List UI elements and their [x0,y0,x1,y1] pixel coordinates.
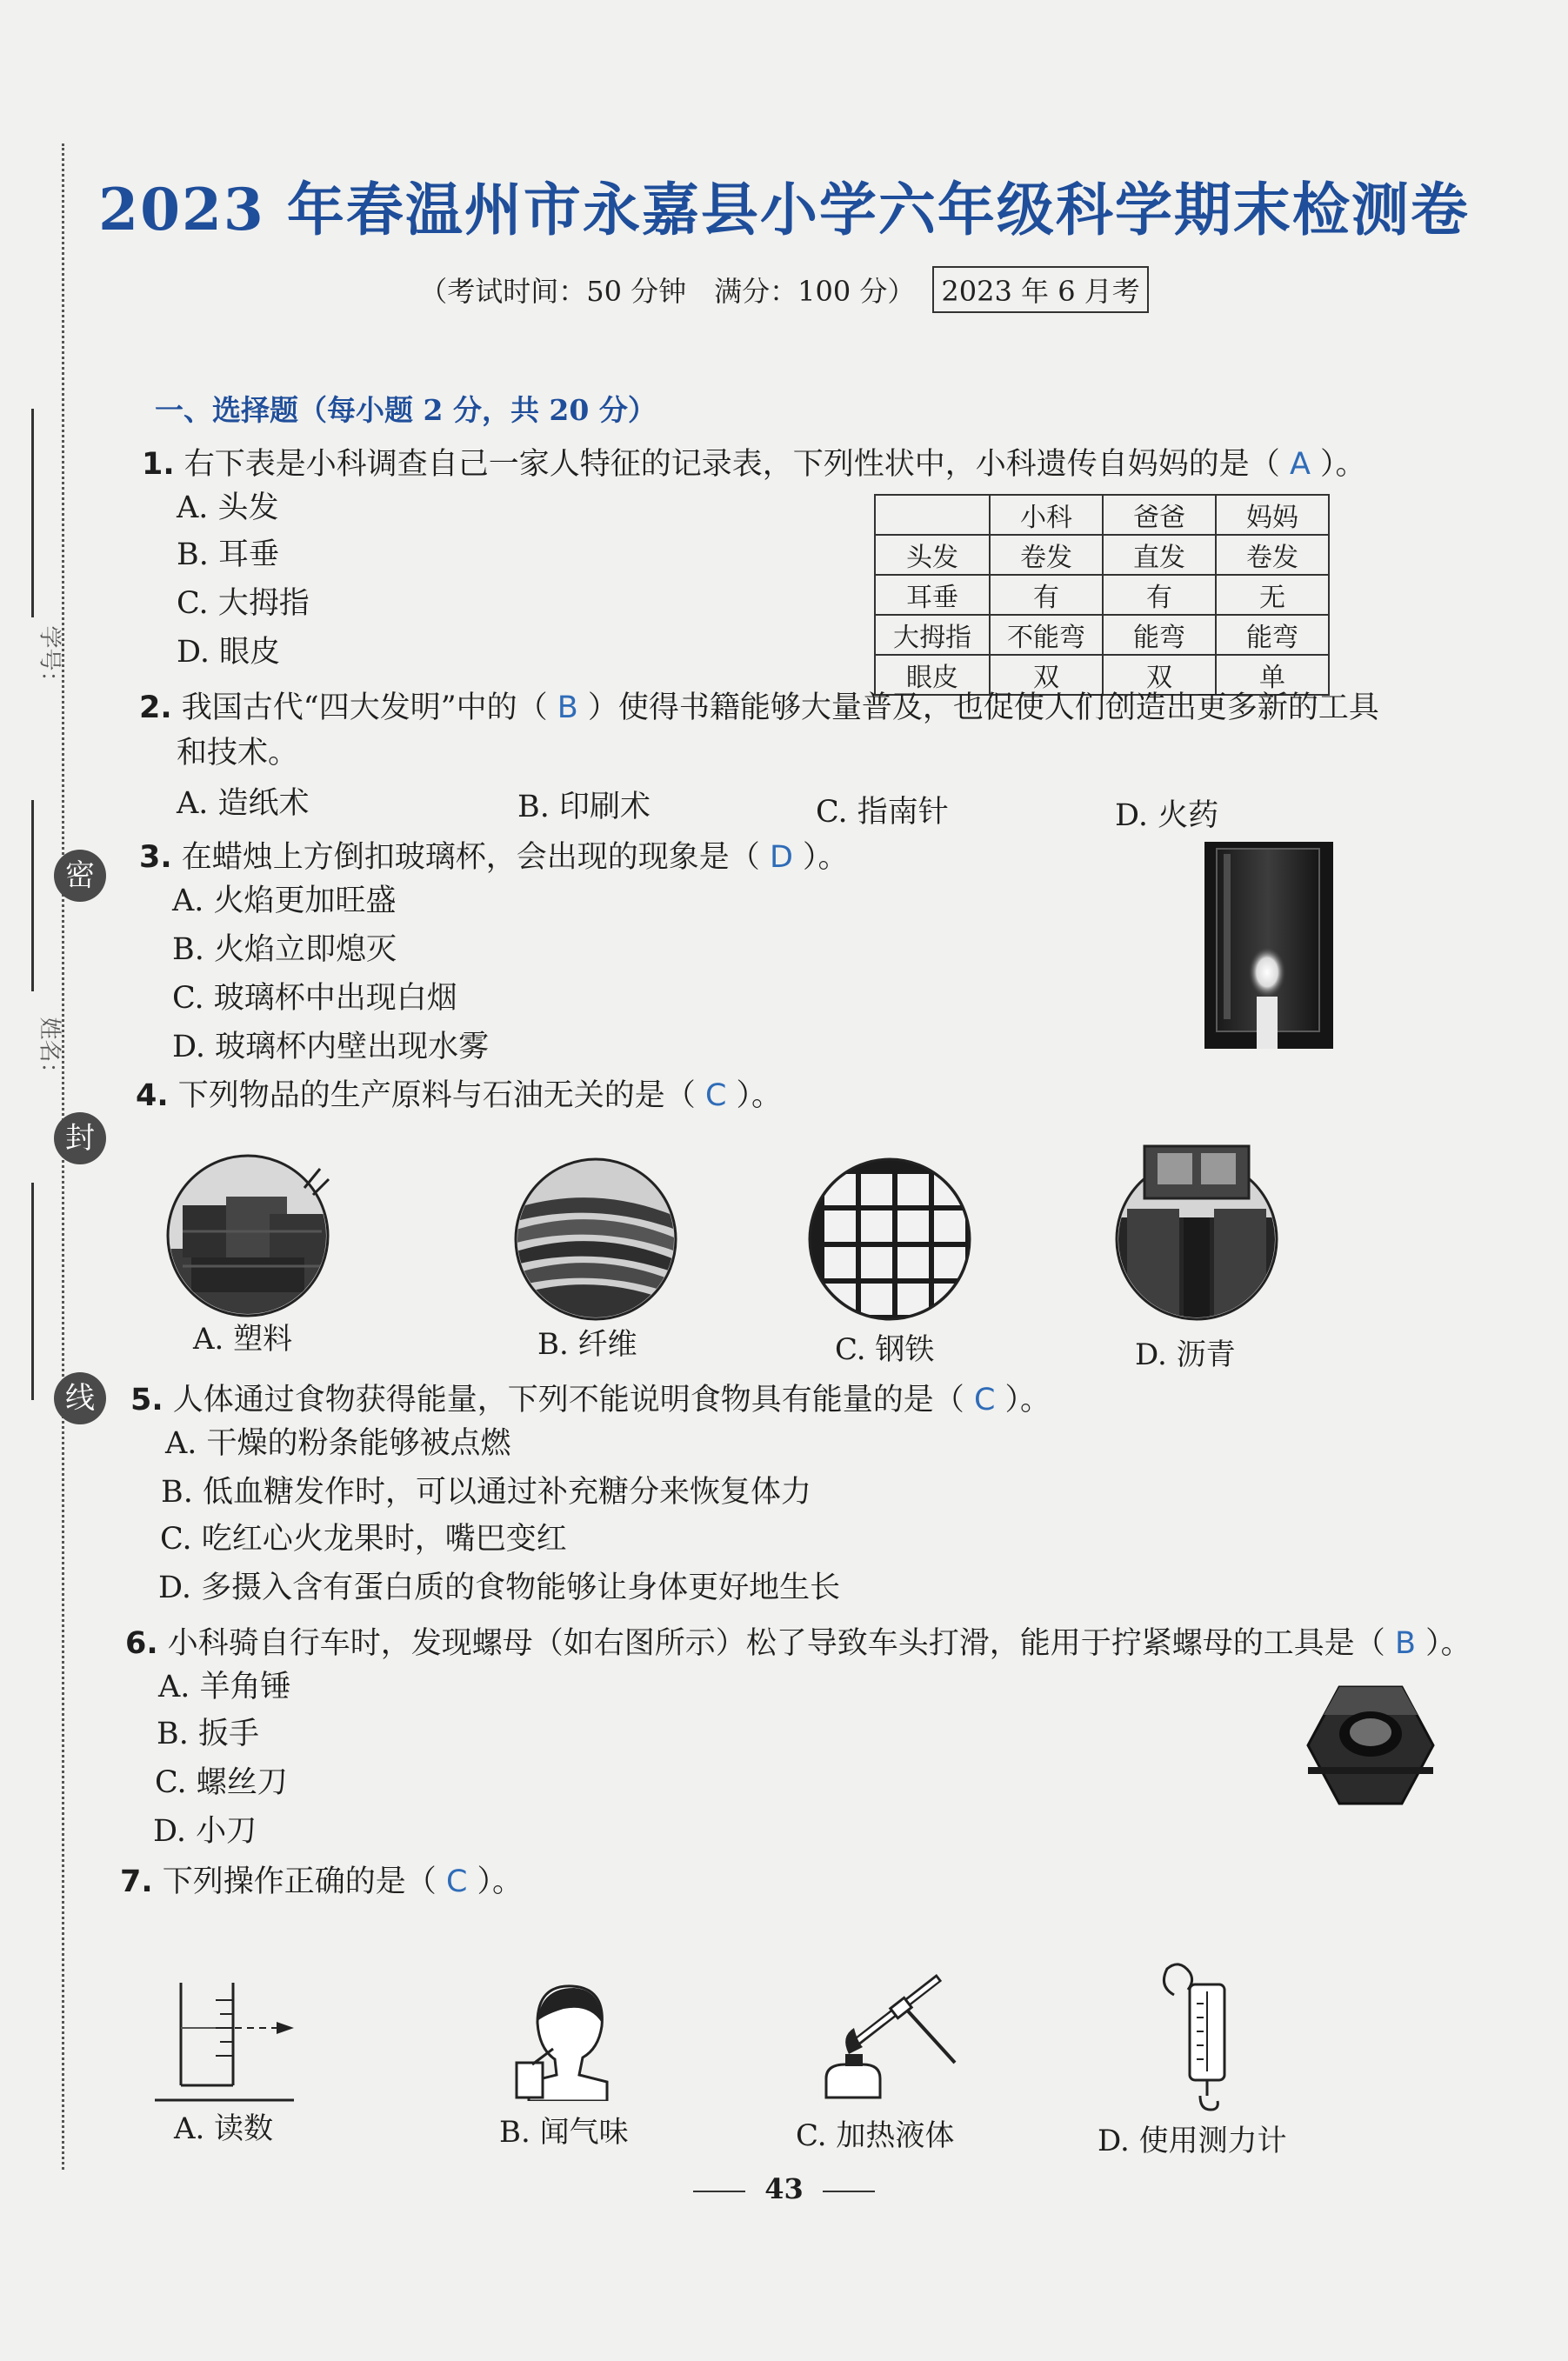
question-text-end: ）。 [1004,1383,1051,1417]
q4-caption: B. 纤维 [537,1327,637,1362]
margin-label-student-id: 学号： [36,625,63,694]
answer-mark: D [769,840,793,875]
question-number: 2. [139,690,172,725]
trait-table [874,494,1330,696]
q4-caption: D. 沥青 [1135,1337,1236,1372]
question-number: 7. [120,1864,153,1899]
table-cell: 眼皮 [875,655,990,695]
question-text-end: ）使得书籍能够大量普及，也促使人们创造出更多新的工具 [587,690,1379,725]
answer-mark: B [557,690,578,725]
question-6 [125,1619,1471,1663]
table-cell: 双 [990,655,1103,695]
question-text-end: ）。 [736,1078,783,1113]
answer-mark: A [1289,447,1311,482]
graduated-cylinder-reading-drawing [155,1974,303,2104]
question-text-end: ）。 [1425,1626,1471,1661]
table-header: 妈妈 [1216,495,1329,535]
option: A. 火焰更加旺盛 [172,884,397,918]
option: D. 玻璃杯内壁出现水雾 [172,1030,490,1064]
table-cell: 大拇指 [875,615,990,655]
exam-info-line [0,266,1568,313]
exam-info: （考试时间：50 分钟 满分：100 分） [419,275,916,308]
question-number: 6. [125,1626,158,1661]
answer-mark: C [704,1078,727,1113]
table-cell: 卷发 [1216,535,1329,575]
option: A. 头发 [177,490,279,525]
option: C. 吃红心火龙果时，嘴巴变红 [160,1522,567,1557]
table-header-row [875,495,1329,535]
margin-line [31,409,34,617]
seal-xian: 线 [54,1372,106,1424]
option: D. 多摄入含有蛋白质的食物能够让身体更好地生长 [158,1571,841,1605]
question-text: 下列操作正确的是（ [162,1864,437,1899]
dash-left [693,2191,745,2192]
question-number: 1. [142,447,175,482]
q7-caption: A. 读数 [174,2111,274,2146]
option: D. 眼皮 [177,635,281,670]
question-text: 下列物品的生产原料与石油无关的是（ [177,1078,696,1113]
option: C. 螺丝刀 [155,1765,288,1800]
option: D. 小刀 [153,1814,257,1849]
page-title: 2023 年春温州市永嘉县小学六年级科学期末检测卷 [98,176,1470,243]
question-text-end: ）。 [803,840,849,875]
table-header: 小科 [990,495,1103,535]
table-row [875,575,1329,615]
option: B. 耳垂 [177,537,279,572]
margin-label-name: 姓名： [36,1017,63,1085]
fiber-fabric-photo [513,1157,678,1322]
option: C. 指南针 [816,795,949,830]
question-text: 右下表是小科调查自己一家人特征的记录表，下列性状中，小科遗传自妈妈的是（ [183,447,1280,482]
answer-mark: B [1394,1626,1416,1661]
question-4 [136,1071,782,1115]
q7-caption: C. 加热液体 [796,2118,955,2153]
question-number: 5. [130,1383,163,1417]
page-number-line [0,2172,1568,2205]
question-5 [130,1376,1051,1419]
table-cell: 无 [1216,575,1329,615]
hex-nut-photo [1304,1680,1435,1811]
question-text-end: ）。 [1320,447,1366,482]
seal-feng: 封 [54,1112,106,1164]
q7-caption: D. 使用测力计 [1098,2124,1287,2158]
table-cell: 耳垂 [875,575,990,615]
section-title: 一、选择题（每小题 2 分，共 20 分） [155,393,657,427]
question-text: 在蜡烛上方倒扣玻璃杯，会出现的现象是（ [181,840,760,875]
option: D. 火药 [1115,798,1219,833]
question-2-line2: 和技术。 [177,736,299,770]
table-cell: 能弯 [1216,615,1329,655]
question-number: 3. [139,840,172,875]
table-cell: 有 [1103,575,1216,615]
question-2 [139,684,1379,727]
seal-mi: 密 [54,850,106,902]
question-number: 4. [136,1078,169,1113]
option: B. 火焰立即熄灭 [172,932,397,967]
asphalt-road-roller-photo [1110,1139,1284,1322]
dash-right [823,2191,875,2192]
margin-line [31,800,34,991]
table-cell: 卷发 [990,535,1103,575]
table-cell: 直发 [1103,535,1216,575]
table-header [875,495,990,535]
option: A. 造纸术 [177,786,310,821]
table-cell: 能弯 [1103,615,1216,655]
question-text: 人体通过食物获得能量，下列不能说明食物具有能量的是（ [172,1383,964,1417]
table-row [875,615,1329,655]
question-7 [120,1857,523,1901]
q4-caption: C. 钢铁 [835,1332,935,1367]
option: B. 扳手 [157,1717,259,1751]
page-number: 43 [764,2172,804,2205]
answer-mark: C [445,1864,468,1899]
option: A. 干燥的粉条能够被点燃 [165,1426,511,1461]
candle-glass-photo [1204,842,1333,1049]
smelling-gas-drawing [511,1979,624,2101]
question-3 [139,833,849,877]
option: C. 大拇指 [177,586,310,621]
table-header: 爸爸 [1103,495,1216,535]
steel-tubes-photo [807,1157,972,1322]
q7-caption: B. 闻气味 [499,2115,629,2150]
question-text-end: ）。 [477,1864,524,1899]
table-cell: 有 [990,575,1103,615]
option: C. 玻璃杯中出现白烟 [172,981,457,1016]
exam-date-box: 2023 年 6 月考 [932,266,1148,313]
spring-scale-drawing [1150,1960,1245,2117]
option: B. 低血糖发作时，可以通过补充糖分来恢复体力 [161,1475,811,1510]
question-text: 小科骑自行车时，发现螺母（如右图所示）松了导致车头打滑，能用于拧紧螺母的工具是（ [167,1626,1385,1661]
table-cell: 双 [1103,655,1216,695]
option: B. 印刷术 [517,790,651,824]
table-cell: 不能弯 [990,615,1103,655]
table-row [875,535,1329,575]
table-cell: 头发 [875,535,990,575]
question-text: 我国古代“四大发明”中的（ [181,690,548,725]
answer-mark: C [973,1383,996,1417]
table-cell: 单 [1216,655,1329,695]
question-1 [142,440,1366,484]
plastic-pile-photo [165,1153,330,1318]
q4-caption: A. 塑料 [193,1322,293,1357]
heating-liquid-drawing [809,1967,957,2106]
margin-line [31,1183,34,1400]
option: A. 羊角锤 [158,1670,291,1704]
